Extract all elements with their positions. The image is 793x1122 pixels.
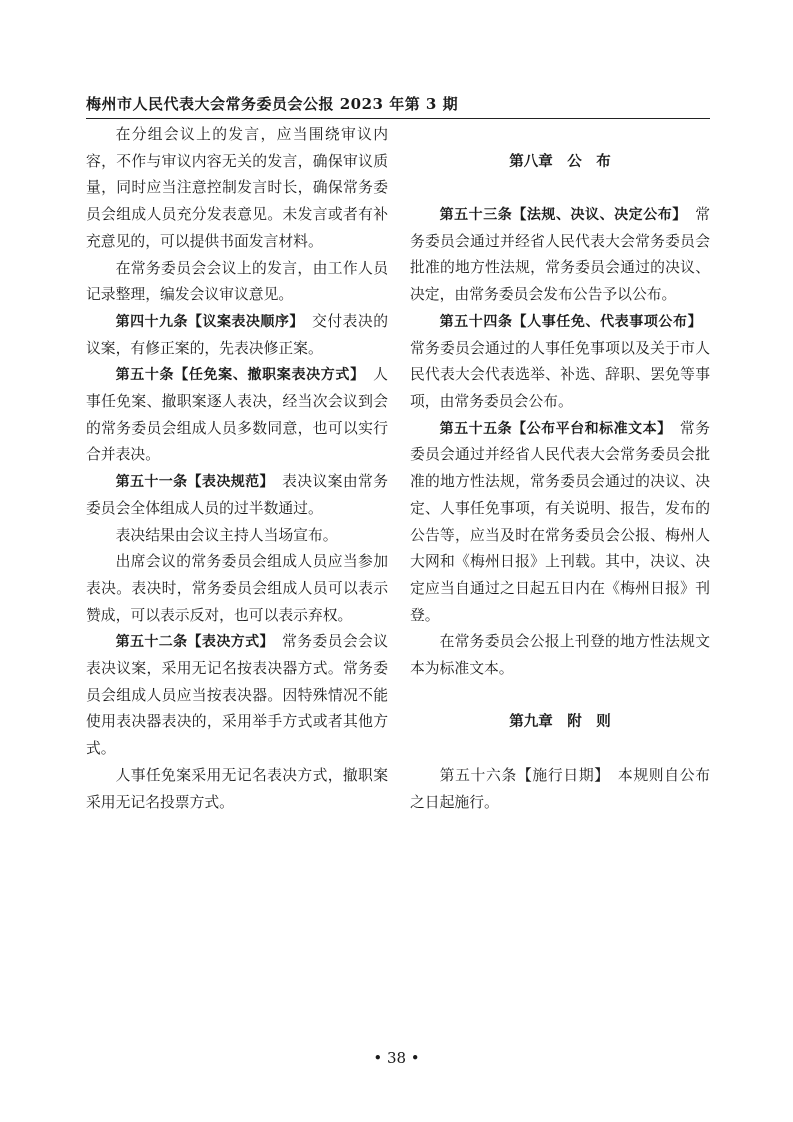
article-title: 第五十条【任免案、撤职案表决方式】 — [115, 367, 358, 384]
paragraph: 人事任免案采用无记名表决方式，撤职案采用无记名投票方式。 — [86, 766, 388, 811]
article-51 — [86, 469, 388, 522]
article-title: 第五十五条【公布平台和标准文本】 — [439, 420, 665, 437]
paragraph: 表决结果由会议主持人当场宣布。 — [115, 526, 338, 544]
article-title: 第四十九条【议案表决顺序】 — [115, 313, 297, 330]
article-text: 常务委员会通过并经省人民代表大会常务委员会批准的地方性法规，常务委员会通过的决议、决定、人事任免事项，有关说明、报告，发布的公告等，应当及时在常务委员会公报、梅州人大网和《梅州日报》上刊载。其中，决议、决定应当自通过之日起五日内在《梅州日报》刊登。 — [410, 419, 710, 624]
spacer — [410, 683, 710, 710]
header-rule — [86, 118, 710, 119]
paragraph: 出席会议的常务委员会组成人员应当参加表决。表决时，常务委员会组成人员可以表示赞成，可以表示反对，也可以表示弃权。 — [86, 553, 388, 624]
left-column — [86, 122, 388, 816]
spacer — [410, 736, 710, 763]
chapter-heading: 第九章 附 则 — [509, 714, 611, 731]
article-text: 交付表决的议案，有修正案的，先表决修正案。 — [86, 312, 388, 357]
article-text: 常务委员会会议表决议案，采用无记名按表决器方式。常务委员会组成人员应当按表决器。因特殊情况不能使用表决器表决的，采用举手方式或者其他方式。 — [86, 633, 388, 758]
article-52 — [86, 629, 388, 763]
article-text: 表决议案由常务委员会全体组成人员的过半数通过。 — [86, 473, 388, 517]
paragraph: 在常务委员会会议上的发言，由工作人员记录整理，编发会议审议意见。 — [86, 259, 388, 304]
article-title: 第五十六条【施行日期】 — [439, 766, 603, 784]
article-text: 常务委员会通过的人事任免事项以及关于市人民代表大会代表选举、补选、辞职、罢免等事项，由常务委员会公布。 — [410, 312, 710, 410]
journal-header: 梅州市人民代表大会常务委员会公报 2023 年第 3 期 — [86, 95, 459, 113]
article-50 — [86, 362, 388, 469]
article-title: 第五十一条【表决规范】 — [115, 474, 267, 491]
article-54 — [410, 309, 710, 416]
article-text: 本规则自公布之日起施行。 — [410, 766, 710, 811]
article-text: 常务委员会通过并经省人民代表大会常务委员会批准的地方性法规，常务委员会通过的决议、决定，由常务委员会发布公告予以公布。 — [410, 206, 710, 304]
right-column — [410, 122, 710, 816]
article-56 — [410, 763, 710, 816]
article-49 — [86, 309, 388, 362]
spacer — [410, 122, 710, 149]
article-title: 第五十三条【法规、决议、决定公布】 — [439, 207, 680, 224]
paragraph: 在分组会议上的发言，应当围绕审议内容，不作与审议内容无关的发言，确保审议质量，同时应当注意控制发言时长，确保常务委员会组成人员充分发表意见。未发言或者有补充意见的，可以提供书面发言材料。 — [86, 126, 388, 250]
paragraph: 在常务委员会公报上刊登的地方性法规文本为标准文本。 — [410, 633, 710, 678]
article-text: 人事任免案、撤职案逐人表决，经当次会议到会的常务委员会组成人员多数同意，也可以实行合并表决。 — [86, 366, 388, 464]
article-title: 第五十四条【人事任免、代表事项公布】 — [439, 313, 696, 330]
page-number: • 38 • — [373, 1049, 420, 1067]
chapter-heading: 第八章 公 布 — [509, 153, 611, 170]
spacer — [410, 175, 710, 202]
article-title: 第五十二条【表决方式】 — [115, 634, 267, 651]
article-55 — [410, 416, 710, 630]
article-53 — [410, 202, 710, 309]
